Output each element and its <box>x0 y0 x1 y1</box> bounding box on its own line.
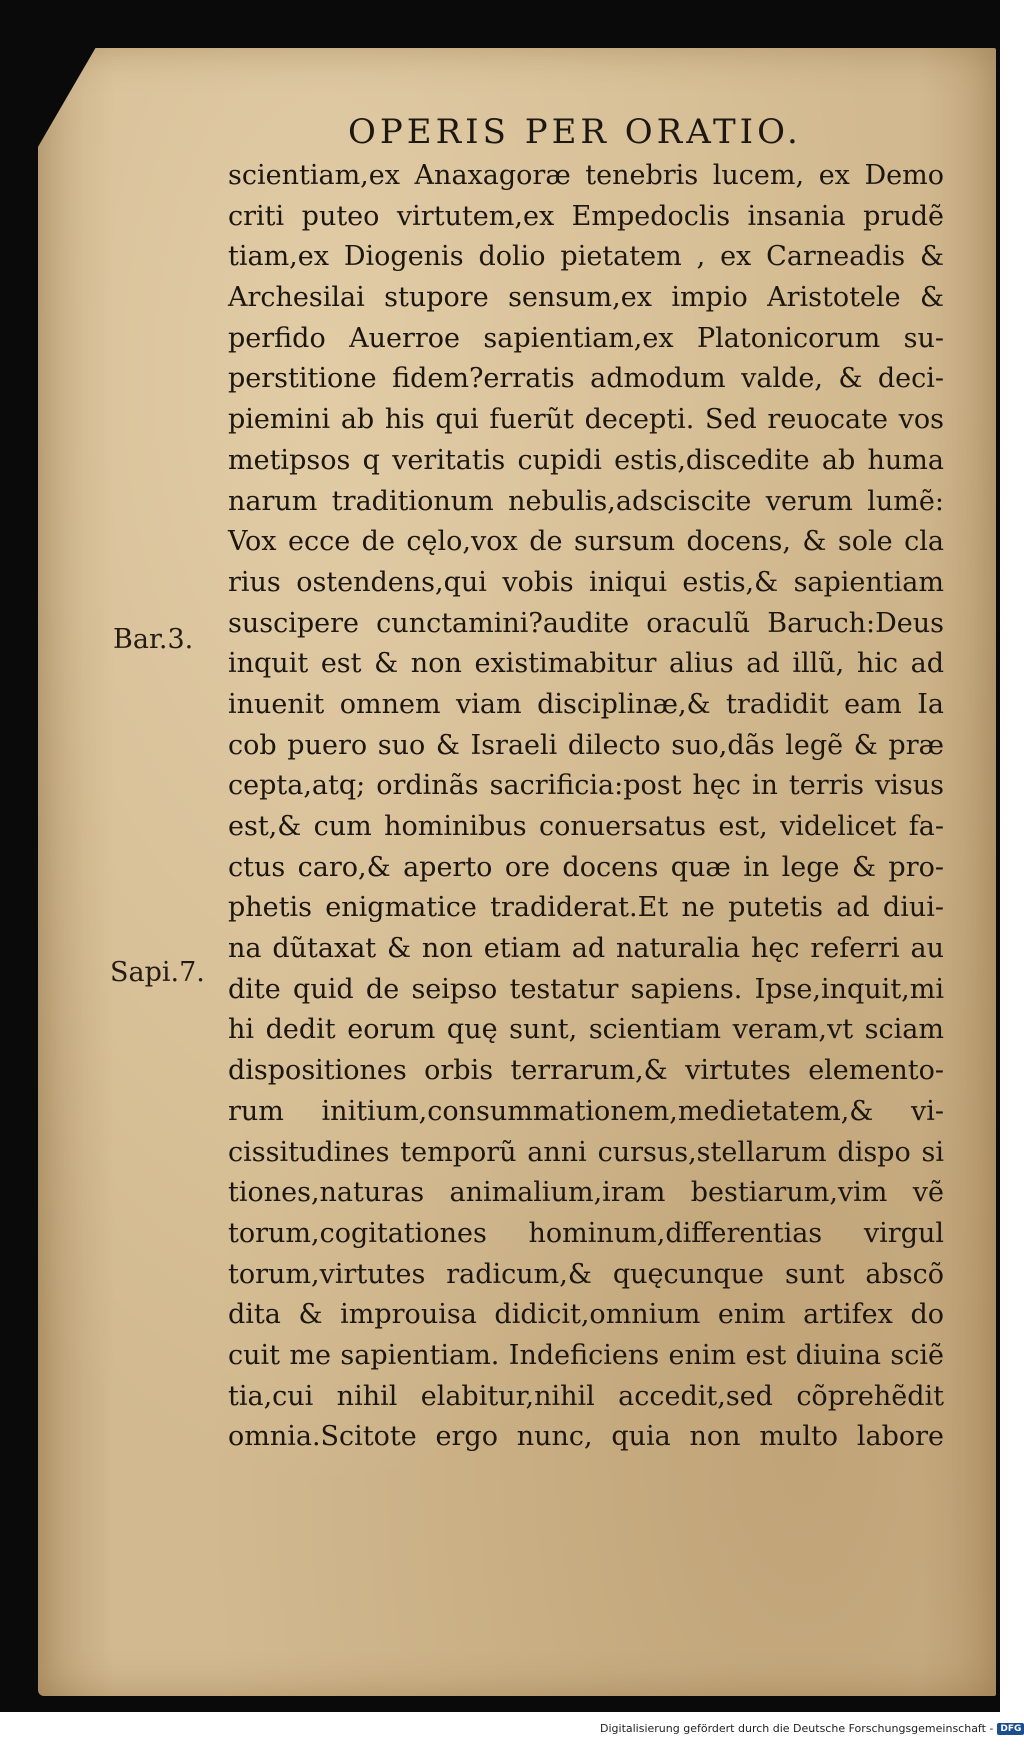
digitization-credit <box>600 1722 1024 1735</box>
credit-text: Digitalisierung gefördert durch die Deutsche Forschungsgemeinschaft - <box>600 1722 994 1735</box>
text-line: suscipere cunctamini?audite oraculũ Baruch:Deus <box>228 607 944 639</box>
text-line: perfido Auerroe sapientiam,ex Platonicorum su- <box>228 322 944 354</box>
dfg-logo: DFG <box>997 1723 1024 1735</box>
text-line: Vox ecce de cęlo,vox de sursum docens, & sole cla <box>228 526 944 558</box>
text-line: phetis enigmatice tradiderat.Et ne putetis ad diui- <box>228 892 944 924</box>
text-line: dita & improuisa didicit,omnium enim artifex do <box>228 1299 944 1331</box>
text-line: rius ostendens,qui vobis iniqui estis,& sapientiam <box>228 566 944 598</box>
text-line: inquit est & non existimabitur alius ad illũ, hic ad <box>228 648 944 680</box>
text-line: ctus caro,& aperto ore docens quæ in lege & pro- <box>228 851 944 883</box>
text-line: narum traditionum nebulis,adsciscite verum lumẽ: <box>228 485 944 517</box>
text-line: scientiam,ex Anaxagoræ tenebris lucem, ex Demo <box>228 160 944 191</box>
text-line: piemini ab his qui fuerũt decepti. Sed reuocate vos <box>228 404 944 436</box>
text-line: cissitudines temporũ anni cursus,stellarum dispo si <box>228 1136 944 1168</box>
text-line: na dũtaxat & non etiam ad naturalia hęc referri au <box>228 933 944 965</box>
text-line: perstitione fidem?erratis admodum valde, & deci- <box>228 363 944 395</box>
margin-note-baruch: Bar.3. <box>113 624 194 655</box>
text-line: cob puero suo & Israeli dilecto suo,dãs legẽ & præ <box>228 729 944 761</box>
text-line: dispositiones orbis terrarum,& virtutes elemento- <box>228 1055 944 1087</box>
text-line: est,& cum hominibus conuersatus est, videlicet fa- <box>228 811 944 842</box>
text-line: torum,virtutes radicum,& quęcunque sunt abscõ <box>228 1258 944 1290</box>
text-line: rum initium,consummationem,medietatem,& vi- <box>228 1095 944 1127</box>
text-line: cuit me sapientiam. Indeficiens enim est diuina sciẽ <box>228 1339 944 1371</box>
text-line: tia,cui nihil elabitur,nihil accedit,sed cõprehẽdit <box>228 1380 944 1412</box>
text-line: omnia.Scitote ergo nunc, quia non multo labore <box>228 1421 944 1453</box>
text-line: hi dedit eorum quę sunt, scientiam veram,vt sciam <box>228 1014 944 1046</box>
text-line: tiam,ex Diogenis dolio pietatem , ex Carneadis & <box>228 241 944 273</box>
text-line: cepta,atq; ordinãs sacrificia:post hęc in terris visus <box>228 770 944 802</box>
text-line: metipsos q veritatis cupidi estis,discedite ab huma <box>228 444 944 476</box>
text-line: criti puteo virtutem,ex Empedoclis insania prudẽ <box>228 200 944 232</box>
text-line: inuenit omnem viam disciplinæ,& tradidit eam Ia <box>228 688 944 720</box>
text-line: Archesilai stupore sensum,ex impio Aristotele & <box>228 282 944 314</box>
text-line: tiones,naturas animalium,iram bestiarum,vim vẽ <box>228 1177 944 1209</box>
text-line: dite quid de seipso testatur sapiens. Ipse,inquit,mi <box>228 973 944 1005</box>
body-text <box>228 156 944 1458</box>
running-title: OPERIS PER ORATIO. <box>348 112 802 152</box>
text-line: torum,cogitationes hominum,differentias virgul <box>228 1217 944 1249</box>
margin-note-sapientia: Sapi.7. <box>110 957 205 988</box>
